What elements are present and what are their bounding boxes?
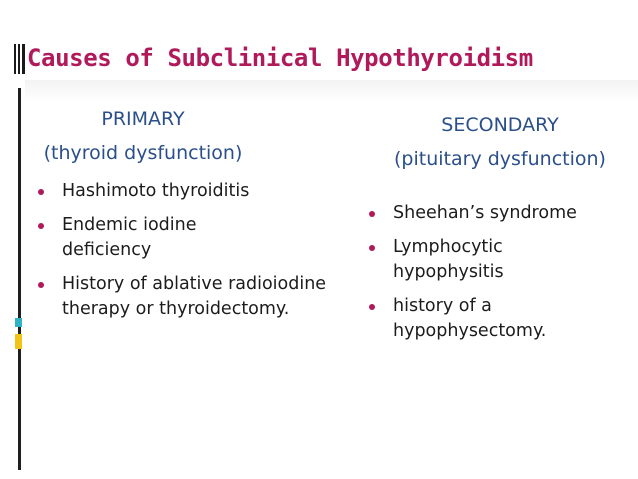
list-item-text: history of a hypophysectomy. — [393, 296, 547, 341]
list-item-text: History of ablative radioiodine therapy or thyroidectomy. — [62, 274, 327, 319]
list-item-text: Endemic iodine deficiency — [62, 215, 197, 260]
decorative-bar — [18, 44, 20, 74]
bullet-icon — [369, 211, 375, 217]
decorative-bar — [22, 44, 25, 74]
decorative-vertical-rule — [18, 88, 21, 470]
secondary-heading: SECONDARY — [441, 114, 559, 136]
accent-block-yellow — [15, 334, 22, 349]
primary-subheading: (thyroid dysfunction) — [43, 142, 243, 164]
bullet-icon — [369, 245, 375, 251]
bullet-icon — [38, 223, 44, 229]
list-item-text: Lymphocytic hypophysitis — [393, 237, 504, 282]
list-item — [363, 235, 563, 285]
bullet-icon — [369, 304, 375, 310]
secondary-subheading: (pituitary dysfunction) — [394, 148, 606, 170]
list-item — [363, 294, 613, 344]
secondary-causes-list — [363, 201, 633, 353]
primary-heading: PRIMARY — [101, 108, 185, 130]
list-item — [32, 179, 322, 204]
list-item — [363, 201, 633, 226]
decorative-bar — [14, 44, 16, 74]
bullet-icon — [38, 282, 44, 288]
bullet-icon — [38, 189, 44, 195]
accent-block-cyan — [15, 318, 22, 327]
list-item — [32, 213, 267, 263]
list-item — [32, 272, 327, 322]
primary-causes-list — [32, 179, 327, 331]
list-item-text: Hashimoto thyroiditis — [62, 181, 250, 201]
title-underline-strip — [25, 80, 638, 102]
list-item-text: Sheehan’s syndrome — [393, 203, 577, 223]
slide-title: Causes of Subclinical Hypothyroidism — [27, 44, 533, 72]
